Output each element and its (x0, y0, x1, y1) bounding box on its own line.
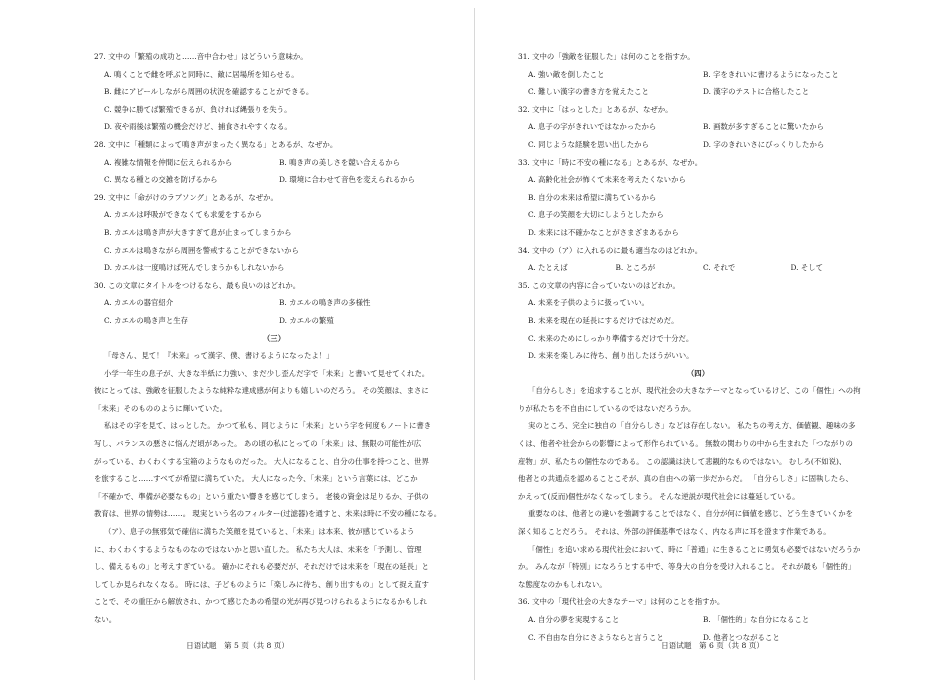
question-27-stem: 27. 文中の「繁殖の成功と……音中合わせ」はどういう意味か。 (94, 52, 308, 61)
question-29-option-c[interactable]: C. カエルは鳴きながら周囲を警戒することができないから (104, 245, 299, 255)
question-31-option-d[interactable]: D. 漢字のテストに合格したこと (703, 87, 810, 97)
section-3-title: （三） (262, 333, 286, 343)
passage-line: してしか見られなくなる。 時には、子どものように「楽しみに待ち、創り出すもの」として捉え直す (94, 579, 429, 589)
question-27-option-a[interactable]: A. 鳴くことで雌を呼ぶと同時に、敵に居場所を知らせる。 (104, 69, 299, 79)
passage-line: 「未来」そのもののように輝いていた。 (94, 403, 228, 413)
question-31-options-row-2 (518, 83, 878, 101)
question-35-option-c[interactable]: C. 未来のためにしっかり準備するだけで十分だ。 (528, 333, 694, 343)
question-36-stem: 36. 文中の「現代社会の大きなテーマ」は何のことを指すか。 (518, 597, 725, 607)
question-30-option-c[interactable]: C. カエルの鳴き声と生存 (104, 315, 188, 325)
question-32-option-d[interactable]: D. 字のきれいさにびっくりしたから (703, 139, 825, 149)
question-31-options-row-1 (518, 66, 878, 84)
question-34-option-b[interactable]: B. ところが (615, 263, 656, 273)
passage-3 (94, 347, 454, 629)
question-29-stem: 29. 文中に「命がけのラブソング」とあるが、なぜか。 (94, 192, 278, 202)
passage-line: 彼にとっては、強敵を征服したような純粋な達成感が何よりも嬉しいのだろう。 その笑顔は、まさに (94, 386, 429, 396)
page-6-footer: 日语试题 第 6 页（共 8 页） (661, 641, 764, 650)
question-36-option-b[interactable]: B. 「個性的」な自分になること (703, 615, 810, 624)
question-31-option-c[interactable]: C. 難しい漢字の書き方を覚えたこと (528, 87, 649, 97)
question-33-option-b[interactable]: B. 自分の未来は希望に満ちているから (528, 192, 657, 202)
question-34-option-c[interactable]: C. それで (703, 263, 736, 273)
question-28-option-a[interactable]: A. 複雑な情報を仲間に伝えられるから (104, 157, 233, 167)
passage-line: 私はその字を見て、はっとした。 かつて私も、同じように「未来」という字を何度もノートに書き (104, 421, 432, 431)
passage-line: し、備えるもの」と考えすぎている。 確かにそれも必要だが、それだけでは未来を「現在の延長」と (94, 562, 429, 572)
question-34-options (518, 259, 878, 277)
passage-line: ことで、その重圧から解放され、かつて感じたあの希望の光が再び見つけられるようになるかもしれ (94, 597, 427, 607)
passage-line: 小学一年生の息子が、大きな半紙に力強い、まだ少し歪んだ字で「未来」と書いて見せてくれた。 (104, 368, 430, 378)
question-30-option-a[interactable]: A. カエルの器官紹介 (104, 298, 174, 308)
question-35-option-a[interactable]: A. 未来を子供のように扱っていい。 (528, 298, 649, 308)
exam-page-6 (475, 0, 950, 688)
passage-line: 深く知ることだろう。 それは、外部の評価基準ではなく、内なる声に耳を澄ます作業である。 (518, 527, 831, 537)
passage-line: がっている、わくわくする宝箱のようなものだった。 大人になること、自分の仕事を持つこと、世界 (94, 456, 429, 466)
question-28-options-row-2 (94, 171, 454, 189)
question-30-option-d[interactable]: D. カエルの繁殖 (279, 315, 334, 325)
question-35-stem: 35. この文章の内容に合っていないのはどれか。 (518, 280, 680, 290)
question-30-option-b[interactable]: B. カエルの鳴き声の多様性 (279, 298, 371, 308)
question-28-stem: 28. 文中に「種類によって鳴き声がまったく異なる」とあるが、なぜか。 (94, 139, 338, 149)
question-32-stem: 32. 文中に「はっとした」とあるが、なぜか。 (518, 104, 673, 114)
question-36-options-row-1 (518, 611, 878, 629)
question-28-options-row-1 (94, 154, 454, 172)
passage-line: 産物」が、私たちの個性なのである。 この認識は決して悲観的なものではない。 むしろ(不如说)、 (518, 456, 847, 466)
passage-line: か。 みんなが「特別」になろうとする中で、等身大の自分を受け入れること。 それが最も「個性的」 (518, 562, 856, 572)
passage-line: 重要なのは、他者との違いを強調することではなく、自分が何に価値を感じ、どう生きていくかを (528, 509, 854, 519)
section-4-title: （四） (686, 368, 710, 378)
question-32-option-a[interactable]: A. 息子の字がきれいではなかったから (528, 122, 657, 132)
question-36-option-a[interactable]: A. 自分の夢を実現すること (528, 615, 620, 624)
question-34-option-a[interactable]: A. たとえば (528, 263, 568, 273)
question-29-option-a[interactable]: A. カエルは呼吸ができなくても求愛をするから (104, 210, 262, 220)
question-30-stem: 30. この文章にタイトルをつけるなら、最も良いのはどれか。 (94, 280, 301, 290)
question-32-option-c[interactable]: C. 同じような経験を思い出したから (528, 139, 649, 149)
passage-4 (518, 382, 878, 593)
question-32-option-b[interactable]: B. 画数が多すぎることに驚いたから (703, 122, 824, 132)
passage-line: くは、他者や社会からの影響によって形作られている。 無数の関わりの中から生まれた「つながりの (518, 439, 853, 449)
question-30-options-row-2 (94, 312, 454, 330)
question-27-option-b[interactable]: B. 雌にアピールしながら周囲の状況を確認することができる。 (104, 87, 314, 97)
passage-line: 他者との共通点を認めることこそが、真の自由への第一歩だからだ。 「自分らしさ」に固執したら、 (518, 474, 853, 484)
question-32-options-row-1 (518, 118, 878, 136)
question-35-option-d[interactable]: D. 未来を楽しみに待ち、創り出したほうがいい。 (528, 351, 694, 361)
passage-line: （ア）、息子の無邪気で確信に満ちた笑顔を見ていると、「未来」は本来、彼が感じているよう (104, 527, 415, 537)
passage-line: 教育は、世界の情勢は……。 現実という名のフィルター(过滤器)を通すと、未来は時に不安の種になる。 (94, 509, 442, 519)
question-29-option-d[interactable]: D. カエルは一度鳴けば死んでしまうかもしれないから (104, 263, 285, 273)
question-33-option-d[interactable]: D. 未来には不確かなことがさまざまあるから (528, 227, 679, 237)
question-31-option-b[interactable]: B. 字をきれいに書けるようになったこと (703, 69, 839, 79)
question-36-option-c[interactable]: C. 不自由な自分にさようならと言うこと (528, 632, 664, 642)
question-33-option-c[interactable]: C. 息子の笑顔を大切にしようとしたから (528, 210, 664, 220)
passage-line: りが私たちを不自由にしているのではないだろうか。 (518, 403, 696, 413)
question-28-option-b[interactable]: B. 鳴き声の美しさを競い合えるから (279, 157, 400, 167)
question-34-option-d[interactable]: D. そして (790, 263, 824, 273)
question-33-option-a[interactable]: A. 高齢化社会が怖くて未来を考えたくないから (528, 175, 686, 185)
question-36-option-d[interactable]: D. 他者とつながること (703, 632, 780, 642)
passage-line: 「自分らしさ」を追求することが、現代社会の大きなテーマとなっているけど、この「個性」への拘 (528, 386, 861, 396)
question-35-option-b[interactable]: B. 未来を現在の延長にするだけではだめだ。 (528, 315, 679, 325)
page-5-footer: 日语试题 第 5 页（共 8 页） (186, 641, 289, 650)
question-28-option-c[interactable]: C. 異なる種との交雑を防げるから (104, 175, 218, 185)
question-34-stem: 34. 文中の（ア）に入れるのに最も適当なのはどれか。 (518, 245, 703, 255)
passage-line: に、わくわくするようなものなのではないかと思い直した。 私たち大人は、未来を「予測し、管理 (94, 544, 422, 554)
passage-line: ない。 (94, 615, 117, 624)
passage-line: 実のところ、完全に独自の「自分らしさ」などは存在しない。 私たちの考え方、価値観、趣味の多 (528, 421, 856, 431)
page-6-content (518, 48, 878, 646)
page-5-content (94, 48, 454, 629)
passage-line: 写し、バランスの悪さに悩んだ頃があった。 あの頃の私にとっての「未来」は、無限の可能性が広 (94, 439, 422, 449)
passage-line: 「個性」を追い求める現代社会において、時に「普通」に生きることに勇気も必要ではないだろうか (528, 544, 861, 554)
question-28-option-d[interactable]: D. 環境に合わせて音色を変えられるから (279, 175, 416, 185)
passage-line: な態度なのかもしれない。 (518, 579, 607, 589)
question-31-stem: 31. 文中の「強敵を征服した」は何のことを指すか。 (518, 52, 695, 61)
passage-line: 「不確かで、準備が必要なもの」という重たい響きを感じてしまう。 老後の資金は足りるか、子供の (94, 491, 429, 501)
passage-line: 「母さん、見て！『未来』って漢字、僕、書けるようになったよ！」 (104, 351, 334, 361)
question-32-options-row-2 (518, 136, 878, 154)
passage-line: かえって(反而)個性がなくなってしまう。 そんな逆説が現代社会には蔓延している。 (518, 491, 800, 501)
passage-line: を旅すること……すべてが希望に満ちていた。 大人になった今、「未来」という言葉には、どこか (94, 474, 418, 484)
question-31-option-a[interactable]: A. 強い敵を倒したこと (528, 69, 605, 79)
question-29-option-b[interactable]: B. カエルは鳴き声が大きすぎて息が止まってしまうから (104, 227, 292, 237)
question-33-stem: 33. 文中に「時に不安の種になる」とあるが、なぜか。 (518, 157, 703, 167)
question-30-options-row-1 (94, 294, 454, 312)
question-27-option-d[interactable]: D. 夜や雨後は繁殖の機会だけど、捕食されやすくなる。 (104, 122, 292, 132)
question-27-option-c[interactable]: C. 競争に勝てば繁殖できるが、負ければ縄張りを失う。 (104, 104, 292, 114)
